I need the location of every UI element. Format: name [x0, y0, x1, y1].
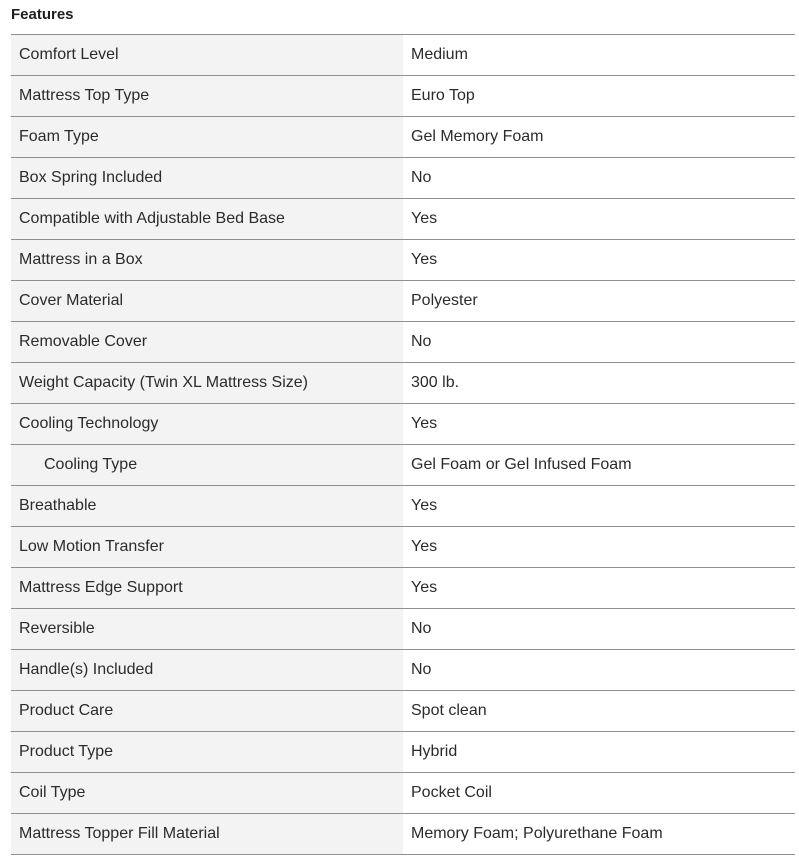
row-value: Yes	[403, 240, 795, 280]
row-label: Cover Material	[11, 281, 403, 321]
row-value: No	[403, 609, 795, 649]
row-value: Yes	[403, 486, 795, 526]
row-label: Breathable	[11, 486, 403, 526]
row-value: Polyester	[403, 281, 795, 321]
row-value: No	[403, 158, 795, 198]
row-value: Medium	[403, 35, 795, 75]
table-row-mattress-in-a-box	[11, 240, 795, 281]
row-label: Handle(s) Included	[11, 650, 403, 690]
section-title: Features	[11, 6, 74, 23]
table-row-reversible	[11, 609, 795, 650]
table-row-cooling-type	[11, 445, 795, 486]
row-value: Pocket Coil	[403, 773, 795, 813]
row-label: Removable Cover	[11, 322, 403, 362]
row-value: Gel Foam or Gel Infused Foam	[403, 445, 795, 485]
table-row-cover-material	[11, 281, 795, 322]
table-row-mattress-top-type	[11, 76, 795, 117]
row-label: Coil Type	[11, 773, 403, 813]
table-row-handles-included	[11, 650, 795, 691]
table-row-weight-capacity	[11, 363, 795, 404]
row-label: Cooling Type	[11, 445, 403, 485]
table-row-cooling-technology	[11, 404, 795, 445]
table-row-low-motion-transfer	[11, 527, 795, 568]
row-value: Gel Memory Foam	[403, 117, 795, 157]
row-label: Mattress in a Box	[11, 240, 403, 280]
table-row-box-spring-included	[11, 158, 795, 199]
table-row-edge-support	[11, 568, 795, 609]
row-value: Yes	[403, 404, 795, 444]
row-label: Foam Type	[11, 117, 403, 157]
row-label: Comfort Level	[11, 35, 403, 75]
row-value: Hybrid	[403, 732, 795, 772]
table-row-product-type	[11, 732, 795, 773]
row-value: No	[403, 650, 795, 690]
row-label: Mattress Edge Support	[11, 568, 403, 608]
table-row-breathable	[11, 486, 795, 527]
table-row-adjustable-bed-base	[11, 199, 795, 240]
row-label: Mattress Top Type	[11, 76, 403, 116]
row-label: Box Spring Included	[11, 158, 403, 198]
row-label: Low Motion Transfer	[11, 527, 403, 567]
row-value: Yes	[403, 199, 795, 239]
row-label: Product Type	[11, 732, 403, 772]
table-row-removable-cover	[11, 322, 795, 363]
table-row-coil-type	[11, 773, 795, 814]
row-label: Product Care	[11, 691, 403, 731]
row-label: Cooling Technology	[11, 404, 403, 444]
row-value: Spot clean	[403, 691, 795, 731]
row-value: 300 lb.	[403, 363, 795, 403]
row-value: No	[403, 322, 795, 362]
features-table	[11, 34, 795, 855]
table-row-comfort-level	[11, 35, 795, 76]
table-row-foam-type	[11, 117, 795, 158]
row-value: Yes	[403, 527, 795, 567]
row-label: Weight Capacity (Twin XL Mattress Size)	[11, 363, 403, 403]
row-value: Yes	[403, 568, 795, 608]
table-row-product-care	[11, 691, 795, 732]
row-label: Reversible	[11, 609, 403, 649]
row-label: Mattress Topper Fill Material	[11, 814, 403, 854]
row-value: Euro Top	[403, 76, 795, 116]
row-label: Compatible with Adjustable Bed Base	[11, 199, 403, 239]
table-row-topper-fill-material	[11, 814, 795, 855]
row-value: Memory Foam; Polyurethane Foam	[403, 814, 795, 854]
